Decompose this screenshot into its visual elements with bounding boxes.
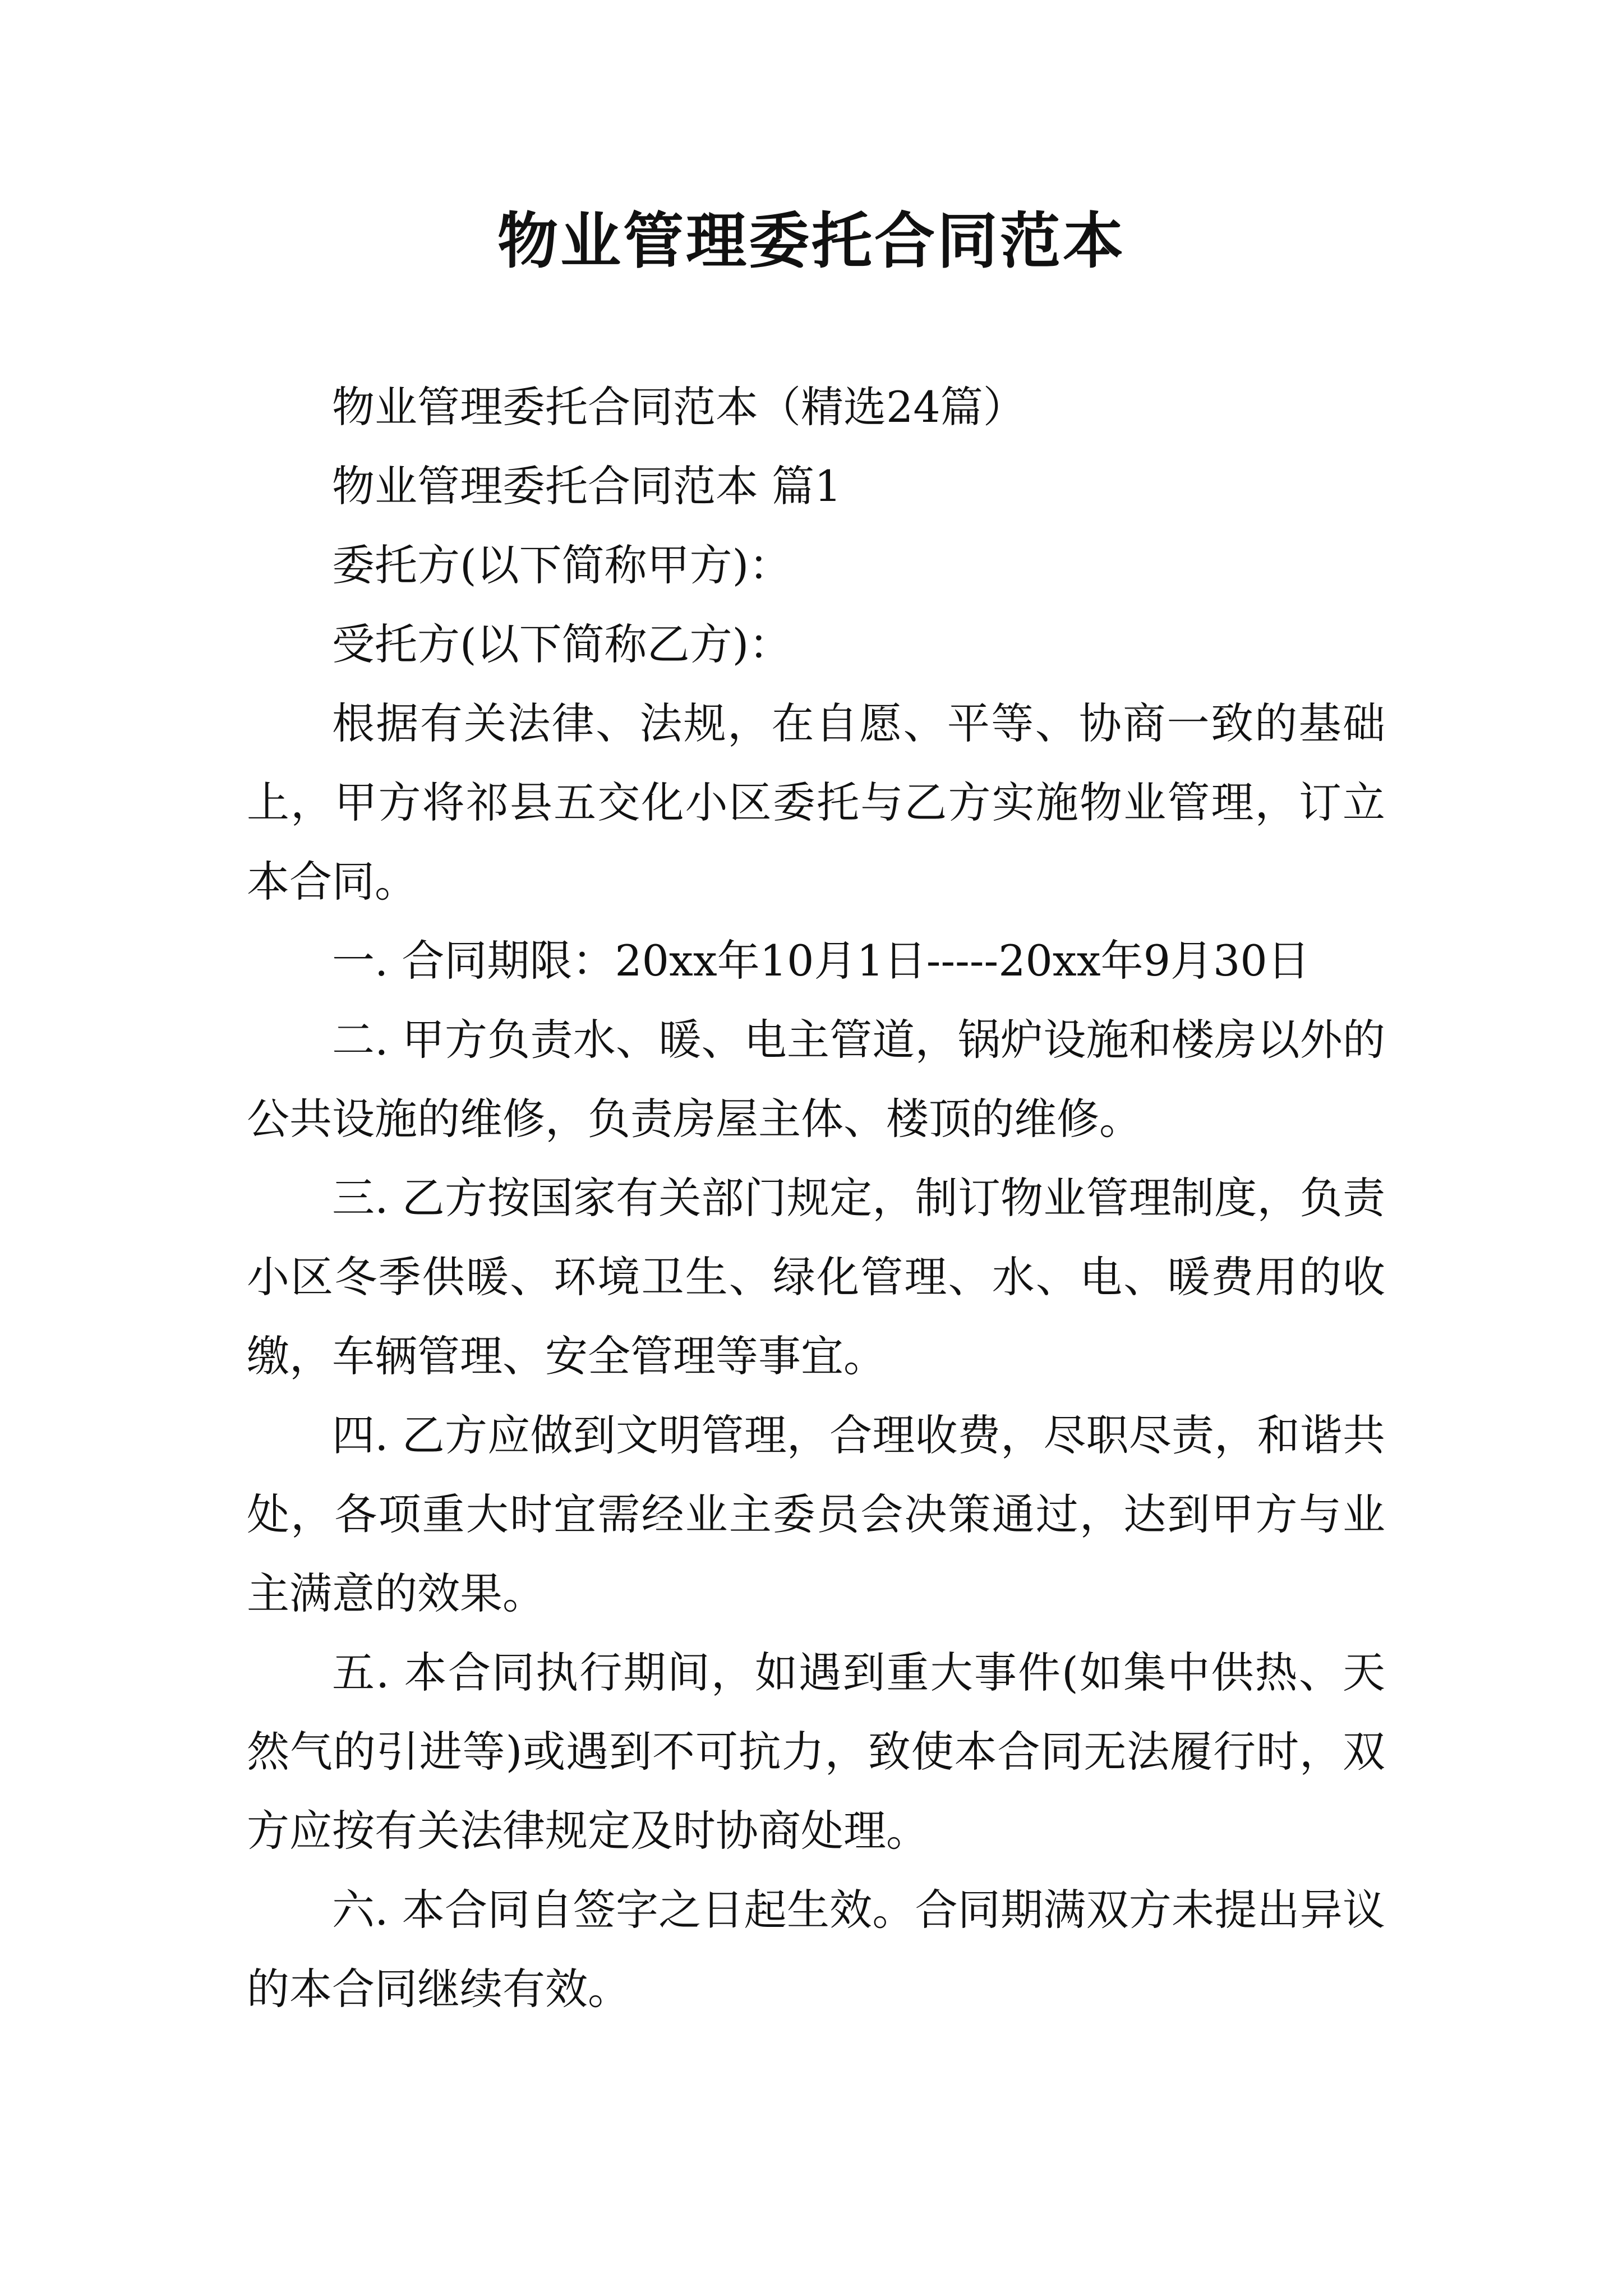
- subtitle-paragraph: 物业管理委托合同范本（精选24篇）: [332, 382, 1026, 432]
- clause-2: 二. 甲方负责水、暖、电主管道，锅炉设施和楼房以外的公共设施的维修，负责房屋主体、楼顶的维修。: [247, 1015, 1385, 1144]
- section-heading: 物业管理委托合同范本 篇1: [332, 461, 842, 511]
- clause-4: 四. 乙方应做到文明管理，合理收费，尽职尽责，和谐共处，各项重大时宜需经业主委员会决策通过，达到甲方与业主满意的效果。: [247, 1410, 1385, 1618]
- clause-5: 五. 本合同执行期间，如遇到重大事件(如集中供热、天然气的引进等)或遇到不可抗力，致使本合同无法履行时，双方应按有关法律规定及时协商处理。: [247, 1648, 1385, 1856]
- clause-6: 六. 本合同自签字之日起生效。合同期满双方未提出异议的本合同继续有效。: [247, 1885, 1385, 2014]
- document-title: 物业管理委托合同范本: [497, 206, 1126, 277]
- document-body: [247, 367, 1385, 2028]
- preamble-paragraph: 根据有关法律、法规，在自愿、平等、协商一致的基础上，甲方将祁县五交化小区委托与乙方实施物业管理，订立本合同。: [247, 698, 1385, 907]
- client-party-line: 委托方(以下简称甲方)：: [332, 540, 792, 590]
- trustee-party-line: 受托方(以下简称乙方)：: [332, 619, 792, 669]
- clause-3: 三. 乙方按国家有关部门规定，制订物业管理制度，负责小区冬季供暖、环境卫生、绿化管理、水、电、暖费用的收缴，车辆管理、安全管理等事宜。: [247, 1173, 1385, 1381]
- clause-1: 一. 合同期限：20xx年10月1日-----20xx年9月30日: [332, 936, 1310, 986]
